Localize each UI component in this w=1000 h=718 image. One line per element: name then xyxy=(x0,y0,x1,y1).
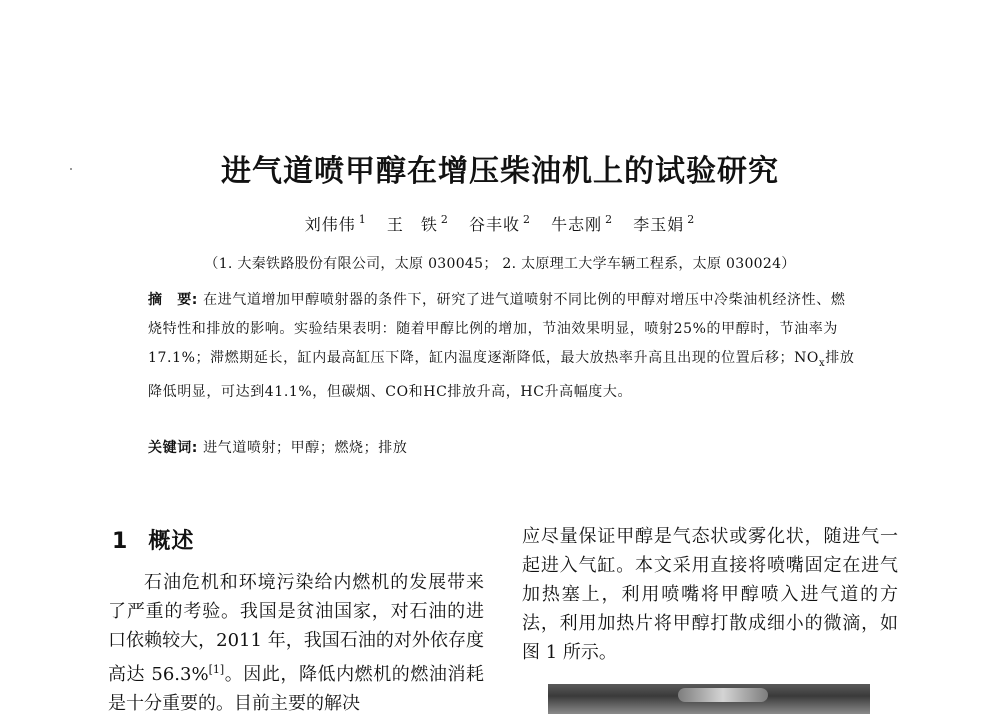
section-heading xyxy=(112,524,194,555)
author-list xyxy=(0,212,1000,235)
photo-highlight xyxy=(678,688,768,702)
keywords-label: 关键词: xyxy=(148,440,198,456)
author: 谷丰收 $^2$ xyxy=(468,213,531,234)
section-title: 概述 xyxy=(148,529,195,554)
paper-title: 进气道喷甲醇在增压柴油机上的试验研究 xyxy=(221,154,779,189)
abstract-text: 在进气道增加甲醇喷射器的条件下，研究了进气道喷射不同比例的甲醇对增压中冷柴油机经济性、燃烧特性和排放的影响。实验结果表明：随着甲醇比例的增加，节油效果明显，喷射25%的甲醇时，节油率为17.1%；滞燃期延长，缸内最高缸压下降，缸内温度逐渐降低，最大放热率升高且出现的位置后移；NO xyxy=(148,292,846,366)
abstract-text-end: 排放降低明显，可达到41.1%，但碳烟、CO和HC排放升高，HC升高幅度大。 xyxy=(148,350,855,400)
author: 牛志刚 $^2$ xyxy=(551,213,614,234)
abstract xyxy=(148,286,860,407)
citation: [1] xyxy=(208,663,225,676)
keywords xyxy=(148,434,860,463)
right-column-body: 应尽量保证甲醇是气态状或雾化状，随进气一起进入气缸。本文采用直接将喷嘴固定在进气加热塞上，利用喷嘴将甲醇喷入进气道的方法，利用加热片将甲醇打散成细小的微滴，如图 1 所示。 xyxy=(522,526,898,663)
keywords-text: 进气道喷射；甲醇；燃烧；排放 xyxy=(203,440,408,456)
figure-1-photo xyxy=(548,684,870,714)
author: 李玉娟 $^2$ xyxy=(633,213,696,234)
author: 王 铁 $^2$ xyxy=(386,213,449,234)
author: 刘伟伟 $^1$ xyxy=(304,213,367,234)
abstract-subscript: x xyxy=(819,357,826,369)
abstract-label: 摘 要: xyxy=(148,292,198,308)
left-column-body: 石油危机和环境污染给内燃机的发展带来了严重的考验。我国是贫油国家，对石油的进口依赖较大，2011 年，我国石油的对外依存度高达 56.3%[1]。因此，降低内燃机的燃油消耗是十分重要的。目前主要的解决 xyxy=(108,572,485,714)
affiliations: （1. 大秦铁路股份有限公司，太原 030045； 2. 太原理工大学车辆工程系，太原 030024） xyxy=(204,256,796,272)
section-number: 1 xyxy=(112,529,129,554)
